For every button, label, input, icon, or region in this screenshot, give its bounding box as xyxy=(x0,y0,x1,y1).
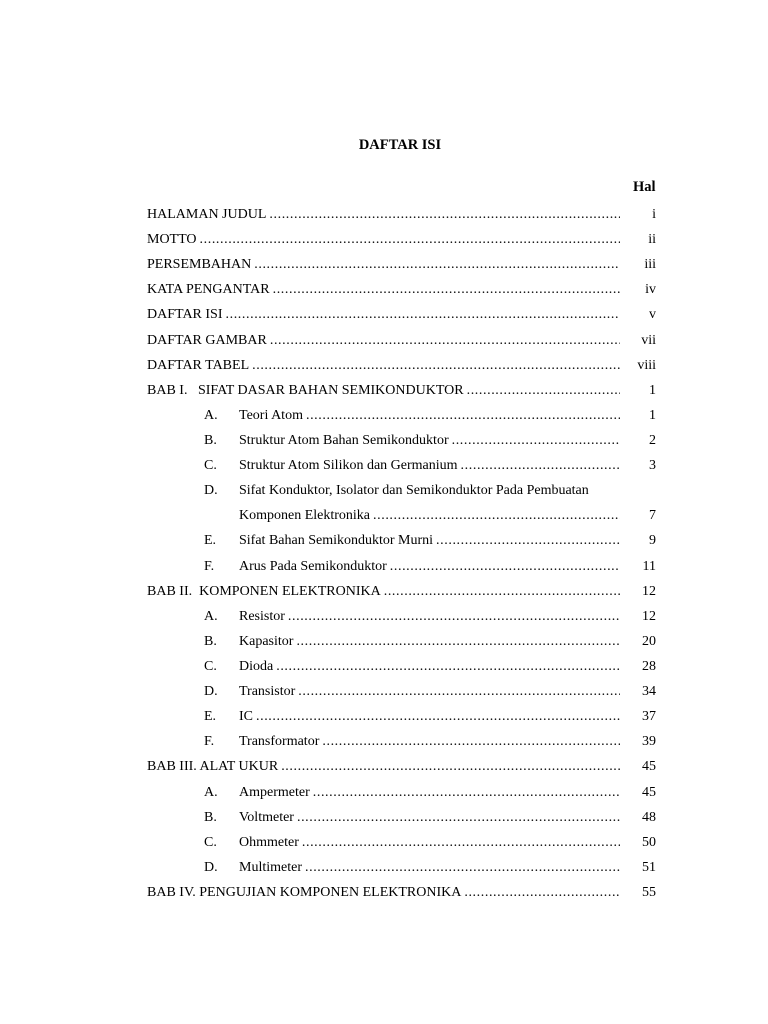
dot-leader xyxy=(461,453,620,478)
toc-entry xyxy=(147,302,620,327)
toc-entry xyxy=(147,252,620,277)
dot-leader xyxy=(467,378,620,403)
toc-entry xyxy=(239,654,620,679)
toc-page-number: 1 xyxy=(649,407,656,423)
toc-entry-text: DAFTAR GAMBAR xyxy=(147,332,267,348)
toc-entry xyxy=(239,629,620,654)
toc-item-letter: B. xyxy=(204,809,217,825)
toc-item-letter: A. xyxy=(204,608,218,624)
toc-row xyxy=(0,579,768,604)
toc-page-number: iv xyxy=(645,282,656,298)
toc-row xyxy=(0,704,768,729)
dot-leader xyxy=(322,729,620,754)
toc-row xyxy=(0,202,768,227)
toc-entry xyxy=(147,227,620,252)
toc-page-number: iii xyxy=(644,257,656,273)
toc-entry xyxy=(147,202,620,227)
toc-page-number: 3 xyxy=(649,458,656,474)
dot-leader xyxy=(256,704,620,729)
toc-row xyxy=(0,478,768,503)
toc-item-letter: D. xyxy=(204,684,218,700)
dot-leader xyxy=(464,880,620,905)
toc-entry xyxy=(147,328,620,353)
toc-row xyxy=(0,629,768,654)
dot-leader xyxy=(297,805,620,830)
toc-entry xyxy=(147,353,620,378)
toc-row xyxy=(0,729,768,754)
toc-page-number: 11 xyxy=(642,558,656,574)
toc-page-number: viii xyxy=(637,357,656,373)
dot-leader xyxy=(305,855,620,880)
toc-entry-text: Multimeter xyxy=(239,859,302,875)
toc-entry xyxy=(239,679,620,704)
toc-item-letter: B. xyxy=(204,432,217,448)
toc-page-number: 2 xyxy=(649,432,656,448)
toc-entry-text: Struktur Atom Silikon dan Germanium xyxy=(239,458,458,474)
toc-entry xyxy=(147,880,620,905)
toc-row xyxy=(0,403,768,428)
toc-row xyxy=(0,855,768,880)
toc-row xyxy=(0,528,768,553)
dot-leader xyxy=(436,528,620,553)
toc-item-letter: A. xyxy=(204,407,218,423)
toc-page-number: 1 xyxy=(649,382,656,398)
toc-page-number: i xyxy=(652,207,656,222)
toc-row xyxy=(0,805,768,830)
dot-leader xyxy=(254,252,620,277)
toc-entry-text: MOTTO xyxy=(147,232,197,248)
toc-entry xyxy=(147,378,620,403)
toc-entry-text: Komponen Elektronika xyxy=(239,508,371,524)
toc-entry-text: Struktur Atom Bahan Semikonduktor xyxy=(239,432,449,448)
toc-row xyxy=(0,227,768,252)
dot-leader xyxy=(390,554,620,579)
dot-leader xyxy=(296,629,620,654)
toc-page-number: 20 xyxy=(642,633,656,649)
toc-page-number: vii xyxy=(641,332,656,348)
toc-page-number: 7 xyxy=(649,508,656,524)
toc-entry-text: Sifat Bahan Semikonduktor Murni xyxy=(239,533,434,549)
toc-page-number: v xyxy=(649,307,656,323)
toc-page-number: 39 xyxy=(642,734,656,750)
toc-entry-text: Dioda xyxy=(239,658,274,674)
dot-leader xyxy=(373,503,620,528)
dot-leader xyxy=(281,754,620,779)
toc-entry-text: Kapasitor xyxy=(239,633,294,649)
toc-page-number: 50 xyxy=(642,834,656,850)
toc-item-letter: C. xyxy=(204,458,217,474)
dot-leader xyxy=(306,403,620,428)
toc-entry-text: Voltmeter xyxy=(239,809,294,825)
toc-page-number: 45 xyxy=(642,759,656,775)
toc-page-number: 55 xyxy=(642,884,656,900)
toc-entry-text: Teori Atom xyxy=(239,407,303,423)
toc-item-letter: D. xyxy=(204,859,218,875)
toc-entry-text: Sifat Konduktor, Isolator dan Semikonduktor Pada Pembuatan xyxy=(239,483,589,499)
toc-entry xyxy=(239,729,620,754)
dot-leader xyxy=(384,579,620,604)
toc-entry xyxy=(239,855,620,880)
toc-page-number: 48 xyxy=(642,809,656,825)
toc-row xyxy=(0,277,768,302)
toc-item-letter: F. xyxy=(204,734,215,750)
dot-leader xyxy=(200,227,620,252)
toc-entry-text: Ohmmeter xyxy=(239,834,299,850)
toc-entry-text: BAB II. KOMPONEN ELEKTRONIKA xyxy=(147,583,381,599)
toc-row xyxy=(0,880,768,905)
toc-item-letter: E. xyxy=(204,533,217,549)
dot-leader xyxy=(298,679,620,704)
dot-leader xyxy=(252,353,620,378)
toc-page-number: 12 xyxy=(642,583,656,599)
toc-entry-text: DAFTAR ISI xyxy=(147,307,223,323)
toc-entry-text: KATA PENGANTAR xyxy=(147,282,270,298)
toc-page-number: 12 xyxy=(642,608,656,624)
toc-entry xyxy=(239,554,620,579)
toc-item-letter: C. xyxy=(204,658,217,674)
dot-leader xyxy=(226,302,621,327)
dot-leader xyxy=(302,830,620,855)
toc-row xyxy=(0,604,768,629)
toc-item-letter: A. xyxy=(204,784,218,800)
toc-page-number: 9 xyxy=(649,533,656,549)
toc-page-number: 28 xyxy=(642,658,656,674)
page-title: DAFTAR ISI xyxy=(358,137,442,153)
toc-entry xyxy=(239,830,620,855)
page-column-header: Hal xyxy=(633,179,656,195)
toc-page-number: ii xyxy=(648,232,656,248)
toc-entry-text: Transformator xyxy=(239,734,320,750)
toc-item-letter: D. xyxy=(204,483,218,499)
dot-leader xyxy=(273,277,620,302)
toc-row xyxy=(0,353,768,378)
dot-leader xyxy=(452,428,620,453)
dot-leader xyxy=(313,780,620,805)
toc-item-letter: E. xyxy=(204,709,217,725)
toc-item-letter: C. xyxy=(204,834,217,850)
toc-entry xyxy=(147,579,620,604)
toc-entry xyxy=(239,704,620,729)
dot-leader xyxy=(288,604,620,629)
toc-row xyxy=(0,554,768,579)
toc-entry-text: HALAMAN JUDUL xyxy=(147,207,267,222)
toc-entry-text: Resistor xyxy=(239,608,285,624)
toc-entry-text: BAB III. ALAT UKUR xyxy=(147,759,279,775)
toc-entry xyxy=(147,277,620,302)
toc-entry xyxy=(147,754,620,779)
toc-entry xyxy=(239,453,620,478)
table-of-contents xyxy=(0,202,768,905)
toc-entry xyxy=(239,428,620,453)
toc-row xyxy=(0,428,768,453)
toc-item-letter: F. xyxy=(204,558,215,574)
toc-page-number: 45 xyxy=(642,784,656,800)
toc-entry xyxy=(239,780,620,805)
toc-page-number: 34 xyxy=(642,684,656,700)
toc-row xyxy=(0,780,768,805)
toc-page-number: 51 xyxy=(642,859,656,875)
dot-leader xyxy=(276,654,620,679)
toc-row xyxy=(0,830,768,855)
toc-row xyxy=(0,453,768,478)
toc-item-letter: B. xyxy=(204,633,217,649)
toc-entry xyxy=(239,403,620,428)
toc-row xyxy=(0,252,768,277)
toc-row xyxy=(0,654,768,679)
toc-entry xyxy=(239,528,620,553)
toc-row xyxy=(0,754,768,779)
toc-entry-text: PERSEMBAHAN xyxy=(147,257,252,273)
toc-entry-text: DAFTAR TABEL xyxy=(147,357,250,373)
dot-leader xyxy=(269,202,620,227)
toc-entry-text: Arus Pada Semikonduktor xyxy=(239,558,387,574)
toc-row xyxy=(0,302,768,327)
toc-row xyxy=(0,503,768,528)
toc-entry xyxy=(239,478,639,503)
toc-row xyxy=(0,378,768,403)
toc-entry-text: Transistor xyxy=(239,684,296,700)
dot-leader xyxy=(270,328,620,353)
toc-row xyxy=(0,328,768,353)
toc-page-number: 37 xyxy=(642,709,656,725)
toc-entry xyxy=(239,604,620,629)
toc-entry xyxy=(239,503,620,528)
toc-row xyxy=(0,679,768,704)
toc-entry-text: BAB IV. PENGUJIAN KOMPONEN ELEKTRONIKA xyxy=(147,884,462,900)
toc-entry xyxy=(239,805,620,830)
toc-entry-text: BAB I. SIFAT DASAR BAHAN SEMIKONDUKTOR xyxy=(147,382,464,398)
toc-entry-text: IC xyxy=(239,709,253,725)
toc-entry-text: Ampermeter xyxy=(239,784,310,800)
